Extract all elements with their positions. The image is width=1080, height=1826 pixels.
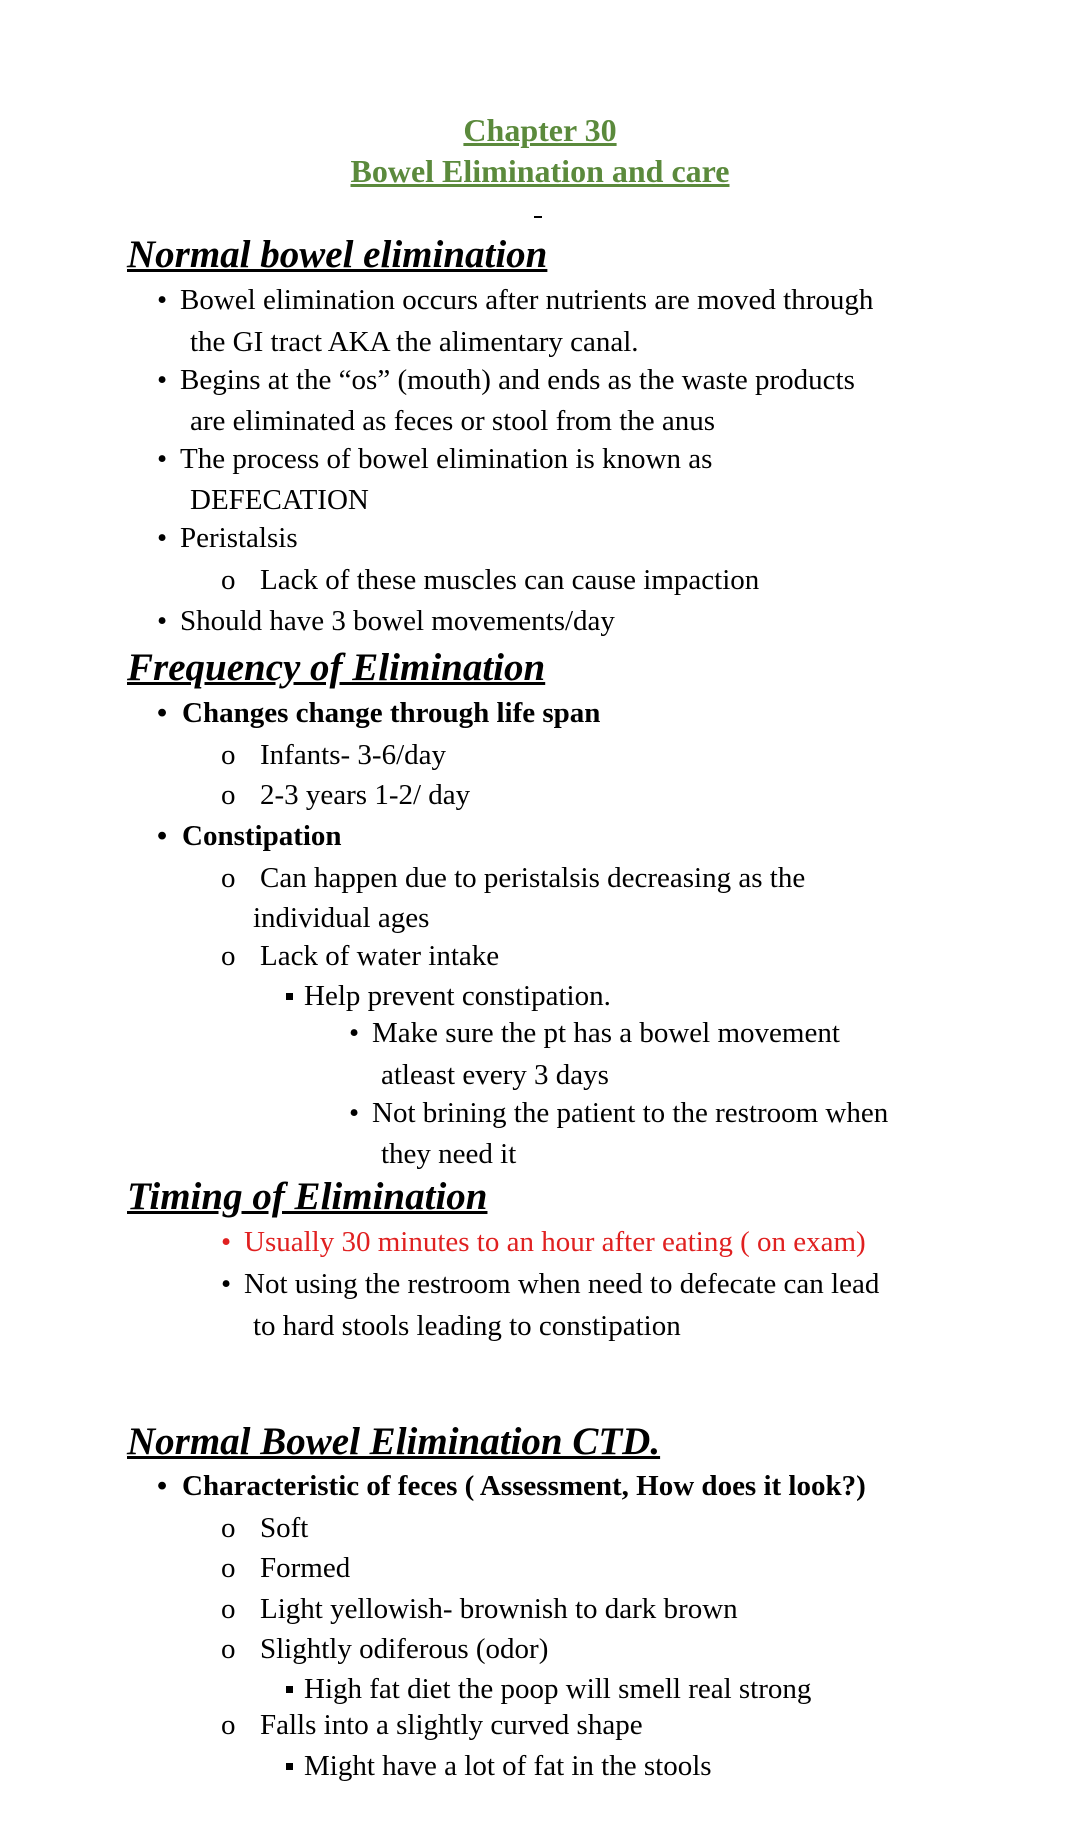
bullet-icon: • xyxy=(157,820,168,852)
sub-list-item: 2-3 years 1-2/ day xyxy=(260,779,471,811)
deep-list-item-continuation: they need it xyxy=(381,1138,517,1170)
circle-bullet-icon: o xyxy=(221,862,236,894)
list-item: Bowel elimination occurs after nutrients are moved through xyxy=(180,284,874,316)
circle-bullet-icon: o xyxy=(221,1709,236,1741)
chapter-title: Bowel Elimination and care xyxy=(350,153,730,189)
sub-list-item: Soft xyxy=(260,1512,309,1544)
list-item: The process of bowel elimination is known as xyxy=(180,443,713,475)
deep-list-item: Not brining the patient to the restroom when xyxy=(372,1097,889,1129)
circle-bullet-icon: o xyxy=(221,940,236,972)
bullet-icon: • xyxy=(221,1226,232,1258)
sub-sub-list-item: Might have a lot of fat in the stools xyxy=(304,1750,712,1782)
square-bullet-icon xyxy=(286,1763,293,1770)
sub-list-item: Infants- 3-6/day xyxy=(260,739,447,771)
sub-list-item: Can happen due to peristalsis decreasing as the xyxy=(260,862,806,894)
circle-bullet-icon: o xyxy=(221,564,236,596)
sub-list-item: Light yellowish- brownish to dark brown xyxy=(260,1593,738,1625)
bullet-icon: • xyxy=(157,697,168,729)
section-heading-frequency: Frequency of Elimination xyxy=(127,646,546,689)
list-item: Peristalsis xyxy=(180,522,298,554)
chapter-label: Chapter 30 xyxy=(463,112,617,148)
square-bullet-icon xyxy=(286,1686,293,1693)
list-item-continuation: are eliminated as feces or stool from the anus xyxy=(190,405,716,437)
bullet-icon: • xyxy=(349,1097,360,1129)
deep-list-item: Make sure the pt has a bowel movement xyxy=(372,1017,840,1049)
list-item-continuation: to hard stools leading to constipation xyxy=(253,1310,681,1342)
sub-list-item-continuation: individual ages xyxy=(253,902,430,934)
sub-sub-list-item: Help prevent constipation. xyxy=(304,980,611,1012)
sub-list-item: Lack of water intake xyxy=(260,940,500,972)
sub-sub-list-item: High fat diet the poop will smell real strong xyxy=(304,1673,812,1705)
deep-list-item-continuation: atleast every 3 days xyxy=(381,1059,609,1091)
list-item: Characteristic of feces ( Assessment, How does it look?) xyxy=(182,1470,866,1502)
sub-list-item: Formed xyxy=(260,1552,351,1584)
circle-bullet-icon: o xyxy=(221,739,236,771)
circle-bullet-icon: o xyxy=(221,779,236,811)
circle-bullet-icon: o xyxy=(221,1552,236,1584)
bullet-icon: • xyxy=(157,284,168,316)
stray-mark xyxy=(534,216,542,218)
list-item-continuation: the GI tract AKA the alimentary canal. xyxy=(190,326,639,358)
circle-bullet-icon: o xyxy=(221,1633,236,1665)
sub-list-item: Lack of these muscles can cause impaction xyxy=(260,564,760,596)
sub-list-item: Slightly odiferous (odor) xyxy=(260,1633,549,1665)
list-item: Begins at the “os” (mouth) and ends as the waste products xyxy=(180,364,855,396)
circle-bullet-icon: o xyxy=(221,1593,236,1625)
list-item: Not using the restroom when need to defecate can lead xyxy=(244,1268,880,1300)
bullet-icon: • xyxy=(221,1268,232,1300)
bullet-icon: • xyxy=(157,364,168,396)
circle-bullet-icon: o xyxy=(221,1512,236,1544)
bullet-icon: • xyxy=(157,1470,168,1502)
bullet-icon: • xyxy=(157,605,168,637)
list-item: Changes change through life span xyxy=(182,697,601,729)
square-bullet-icon xyxy=(286,993,293,1000)
list-item-highlight: Usually 30 minutes to an hour after eating ( on exam) xyxy=(244,1226,866,1258)
section-heading-ctd: Normal Bowel Elimination CTD. xyxy=(127,1420,661,1463)
sub-list-item: Falls into a slightly curved shape xyxy=(260,1709,643,1741)
bullet-icon: • xyxy=(157,443,168,475)
section-heading-timing: Timing of Elimination xyxy=(127,1175,488,1218)
bullet-icon: • xyxy=(157,522,168,554)
list-item: Constipation xyxy=(182,820,342,852)
section-heading-normal: Normal bowel elimination xyxy=(127,233,548,276)
bullet-icon: • xyxy=(349,1017,360,1049)
list-item-continuation: DEFECATION xyxy=(190,484,369,516)
list-item: Should have 3 bowel movements/day xyxy=(180,605,615,637)
